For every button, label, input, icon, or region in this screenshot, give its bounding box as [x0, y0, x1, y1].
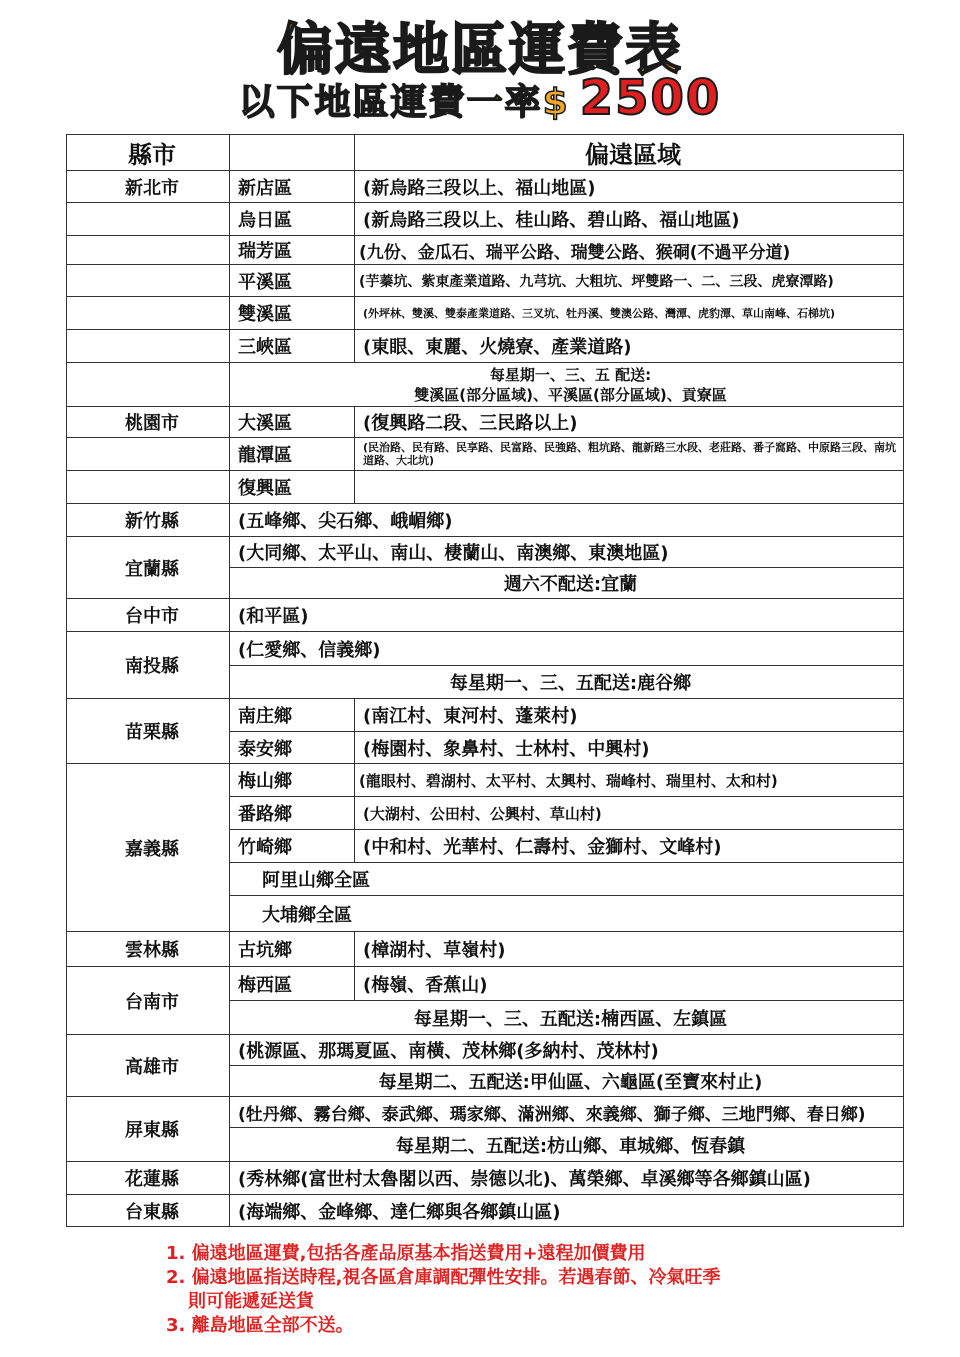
- district-cell: 雙溪區: [230, 297, 355, 330]
- county-cell: 苗栗縣: [67, 699, 230, 764]
- table-row: [67, 171, 904, 203]
- table-row: [67, 438, 904, 471]
- district-cell: 三峽區: [230, 330, 355, 363]
- delivery-schedule-line: 雙溪區(部分區域)、平溪區(部分區域)、貢寮區: [414, 385, 727, 404]
- district-cell: 大溪區: [230, 407, 355, 438]
- table-row: [67, 504, 904, 537]
- delivery-note-cell: 週六不配送:宜蘭: [230, 568, 904, 599]
- delivery-note-cell: 每星期一、三、五配送:鹿谷鄉: [230, 666, 904, 699]
- table-row: [67, 297, 904, 330]
- table-row: [67, 932, 904, 967]
- table-row: [67, 967, 904, 1001]
- table-row: [67, 764, 904, 797]
- notes-list: [166, 1242, 866, 1338]
- table-row: [67, 236, 904, 265]
- table-header-row: [67, 135, 904, 171]
- district-cell: 阿里山鄉全區: [230, 863, 904, 896]
- area-cell: (秀林鄉(富世村太魯閣以西、崇德以北)、萬榮鄉、卓溪鄉等各鄉鎮山區): [230, 1162, 904, 1195]
- table-row: [67, 537, 904, 568]
- district-cell: 大埔鄉全區: [230, 896, 904, 932]
- delivery-schedule-line: 每星期一、三、五 配送:: [489, 365, 652, 384]
- table-row: [67, 1195, 904, 1227]
- note-item: 則可能遞延送貨: [188, 1291, 314, 1312]
- county-cell: 台中市: [67, 599, 230, 632]
- county-cell: 屏東縣: [67, 1097, 230, 1162]
- area-cell: (大湖村、公田村、公興村、草山村): [355, 797, 904, 830]
- delivery-note-cell: 每星期二、五配送:甲仙區、六龜區(至寶來村止): [230, 1066, 904, 1097]
- district-cell: 梅山鄉: [230, 764, 355, 797]
- county-cell: 新竹縣: [67, 504, 230, 537]
- area-cell: (中和村、光華村、仁壽村、金獅村、文峰村): [355, 830, 904, 863]
- district-cell: 復興區: [230, 471, 355, 504]
- table-row: [67, 632, 904, 666]
- table-row: [67, 265, 904, 297]
- area-cell: (牡丹鄉、霧台鄉、泰武鄉、瑪家鄉、滿洲鄉、來義鄉、獅子鄉、三地門鄉、春日鄉): [230, 1097, 904, 1128]
- district-cell: 新店區: [230, 171, 355, 203]
- area-cell: (龍眼村、碧湖村、太平村、太興村、瑞峰村、瑞里村、太和村): [355, 764, 904, 797]
- district-cell: 瑞芳區: [230, 236, 355, 265]
- note-item: 2. 偏遠地區指送時程,視各區倉庫調配彈性安排。若遇春節、冷氣旺季: [166, 1267, 721, 1288]
- county-cell: 桃園市: [67, 407, 230, 438]
- table-row: [67, 203, 904, 236]
- area-cell: (外坪林、雙溪、雙泰產業道路、三叉坑、牡丹溪、雙澳公路、灣潭、虎豹潭、草山南峰、石梯坑): [355, 297, 904, 330]
- table-row: [67, 599, 904, 632]
- area-cell: (芋蓁坑、紫東產業道路、九芎坑、大粗坑、坪雙路一、二、三段、虎寮潭路): [355, 265, 904, 297]
- county-cell: 雲林縣: [67, 932, 230, 967]
- area-cell: (梅園村、象鼻村、士林村、中興村): [355, 732, 904, 764]
- delivery-schedule-cell: [230, 363, 904, 407]
- area-cell: (海端鄉、金峰鄉、達仁鄉與各鄉鎮山區): [230, 1195, 904, 1227]
- column-header-county: 縣市: [67, 135, 230, 171]
- note-item: 1. 偏遠地區運費,包括各產品原基本指送費用+遠程加價費用: [166, 1243, 646, 1264]
- area-cell: (新烏路三段以上、福山地區): [355, 171, 904, 203]
- note-item: 3. 離島地區全部不送。: [166, 1315, 354, 1336]
- district-cell: 烏日區: [230, 203, 355, 236]
- fee-amount: 2500: [579, 70, 722, 126]
- table-row: [67, 407, 904, 438]
- county-cell: 花蓮縣: [67, 1162, 230, 1195]
- county-cell: 南投縣: [67, 632, 230, 699]
- area-cell: (梅嶺、香蕉山): [355, 967, 904, 1001]
- page-subtitle: [0, 70, 960, 126]
- district-cell: 南庄鄉: [230, 699, 355, 732]
- county-cell: 台南市: [67, 967, 230, 1035]
- district-cell: 泰安鄉: [230, 732, 355, 764]
- area-cell: (樟湖村、草嶺村): [355, 932, 904, 967]
- delivery-note-cell: 每星期一、三、五配送:楠西區、左鎮區: [230, 1001, 904, 1035]
- district-cell: 梅西區: [230, 967, 355, 1001]
- county-cell: 宜蘭縣: [67, 537, 230, 599]
- area-cell: (新烏路三段以上、桂山路、碧山路、福山地區): [355, 203, 904, 236]
- column-header-area: 偏遠區域: [355, 135, 904, 171]
- area-cell: (復興路二段、三民路以上): [355, 407, 904, 438]
- county-cell: 高雄市: [67, 1035, 230, 1097]
- table-row: [67, 1035, 904, 1066]
- county-cell: 嘉義縣: [67, 764, 230, 932]
- district-cell: 平溪區: [230, 265, 355, 297]
- page-title: 偏遠地區運費表: [277, 18, 683, 83]
- area-cell: (東眼、東麗、火燒寮、產業道路): [355, 330, 904, 363]
- table-row: [67, 1162, 904, 1195]
- county-cell: 台東縣: [67, 1195, 230, 1227]
- district-cell: 竹崎鄉: [230, 830, 355, 863]
- table-row: [67, 699, 904, 732]
- county-cell: 新北市: [67, 171, 230, 203]
- subtitle-text: 以下地區運費一率$: [238, 82, 570, 123]
- area-cell: (五峰鄉、尖石鄉、峨嵋鄉): [230, 504, 904, 537]
- table-row: [67, 330, 904, 363]
- district-cell: 番路鄉: [230, 797, 355, 830]
- area-cell: (仁愛鄉、信義鄉): [230, 632, 904, 666]
- district-cell: 古坑鄉: [230, 932, 355, 967]
- shipping-rate-table: [66, 134, 904, 1227]
- area-cell: (桃源區、那瑪夏區、南橫、茂林鄉(多納村、茂林村): [230, 1035, 904, 1066]
- area-cell: (南江村、東河村、蓬萊村): [355, 699, 904, 732]
- area-cell: (和平區): [230, 599, 904, 632]
- area-cell: (民治路、民有路、民享路、民富路、民強路、粗坑路、龍新路三水段、老莊路、番子窩路、中原路三段、南坑道路、大北坑): [355, 438, 904, 471]
- area-cell: (大同鄉、太平山、南山、棲蘭山、南澳鄉、東澳地區): [230, 537, 904, 568]
- area-cell: (九份、金瓜石、瑞平公路、瑞雙公路、猴硐(不過平分道): [355, 236, 904, 265]
- table-row: [67, 1097, 904, 1128]
- table-row: [67, 471, 904, 504]
- delivery-note-cell: 每星期二、五配送:枋山鄉、車城鄉、恆春鎮: [230, 1128, 904, 1162]
- district-cell: 龍潭區: [230, 438, 355, 471]
- table-row: [67, 363, 904, 407]
